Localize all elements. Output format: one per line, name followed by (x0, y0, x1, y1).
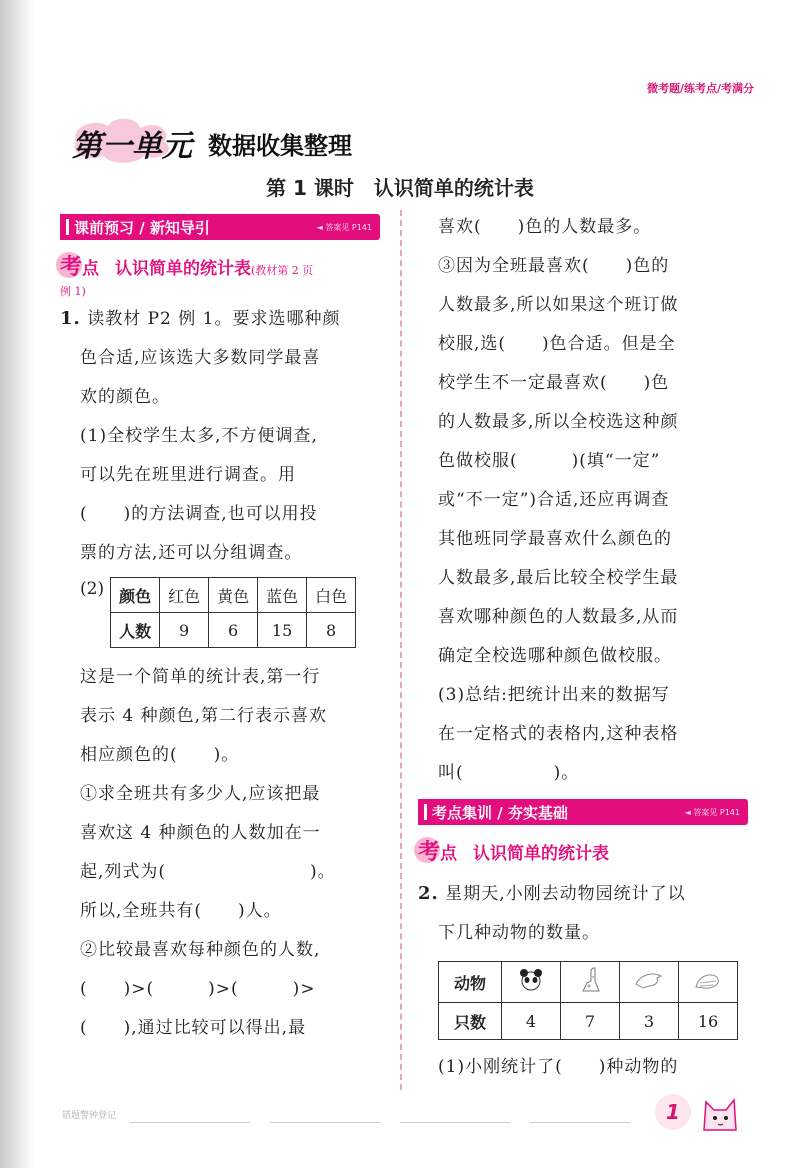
kaodian-heading (60, 250, 380, 281)
footer-line (130, 1122, 250, 1123)
text-line: 的人数最多,所以全校选这种颜 (438, 412, 679, 432)
unit-heading (68, 112, 368, 162)
table-row (111, 578, 356, 613)
section-bar-preview (60, 214, 380, 240)
header-slogan: 微考题/练考点/考满分 (646, 82, 754, 95)
table-row (439, 962, 738, 1003)
mascot-cat-icon (696, 1090, 744, 1134)
unit-title: 数据收集整理 (208, 132, 352, 160)
table-cell: 16 (679, 1003, 738, 1040)
animal-dolphin-icon (620, 962, 679, 1003)
animal-giraffe-icon (561, 962, 620, 1003)
text-line: ①求全班共有多少人,应该把最 (80, 784, 321, 804)
table-cell: 3 (620, 1003, 679, 1040)
text-line: 表示 4 种颜色,第二行表示喜欢 (80, 706, 328, 726)
text-line: ③因为全班最喜欢( )色的 (438, 256, 670, 276)
column-divider (400, 210, 402, 1090)
text-line: ( ),通过比较可以得出,最 (80, 1018, 307, 1038)
text-line: 或“不一定”)合适,还应再调查 (438, 490, 670, 510)
kaodian-badge: 考点 (418, 835, 473, 866)
text-line: 喜欢这 4 种颜色的人数加在一 (80, 823, 321, 843)
table-cell: 只数 (439, 1003, 502, 1040)
text-line: (3)总结:把统计出来的数据写 (438, 685, 670, 705)
text-line: 票的方法,还可以分组调查。 (80, 543, 303, 563)
left-column (60, 214, 380, 1048)
color-table-block (60, 577, 380, 648)
kaodian-text: 认识简单的统计表 (115, 259, 252, 279)
bar-tick-icon (424, 804, 427, 820)
text-line: 在一定格式的表格内,这种表格 (438, 724, 679, 744)
text-line: ( )>( )>( )> (80, 979, 316, 999)
table-cell: 颜色 (111, 578, 160, 613)
answer-ref: ◄ 答案见 P141 (684, 807, 740, 817)
part-2-label: (2) (80, 579, 105, 599)
table-cell: 红色 (160, 578, 209, 613)
unit-name: 第一单元 (72, 129, 192, 164)
kaodian-ref-cont: 例 1) (60, 285, 86, 298)
kaodian-ref: (教材第 2 页 (251, 264, 314, 277)
text-line: (1)全校学生太多,不方便调查, (80, 426, 318, 446)
bar-tick-icon (66, 219, 69, 235)
table-cell: 动物 (439, 962, 502, 1003)
right-column (418, 214, 748, 1087)
text-line: 相应颜色的( )。 (80, 745, 240, 765)
text-line: 确定全校选哪种颜色做校服。 (438, 646, 672, 666)
text-line: ②比较最喜欢每种颜色的人数, (80, 940, 321, 960)
table-cell: 7 (561, 1003, 620, 1040)
answer-ref: ◄ 答案见 P141 (316, 222, 372, 232)
lesson-title: 第 1 课时 认识简单的统计表 (266, 176, 534, 200)
footer-line (530, 1122, 630, 1123)
text-line: 这是一个简单的统计表,第一行 (80, 667, 321, 687)
kaodian-heading (418, 835, 748, 866)
text-line: 起,列式为( )。 (80, 862, 336, 882)
animal-stat-table (438, 961, 738, 1040)
footer-label: 错题警钟登记 (62, 1111, 117, 1121)
text-line: 喜欢( )色的人数最多。 (438, 217, 652, 237)
table-cell: 9 (160, 613, 209, 648)
footer-line (270, 1122, 380, 1123)
animal-panda-icon (502, 962, 561, 1003)
text-line: 可以先在班里进行调查。用 (80, 465, 296, 485)
kaodian-badge: 考点 (60, 250, 115, 281)
text-line: 校学生不一定最喜欢( )色 (438, 373, 670, 393)
text-line: 欢的颜色。 (80, 387, 170, 407)
color-stat-table (110, 577, 356, 648)
text-line: 叫( )。 (438, 763, 580, 783)
animal-fish-icon (679, 962, 738, 1003)
text-line: 色做校服( )(填“一定” (438, 451, 661, 471)
text-line: 其他班同学最喜欢什么颜色的 (438, 529, 672, 549)
text-line: 人数最多,所以如果这个班订做 (438, 295, 679, 315)
table-cell: 4 (502, 1003, 561, 1040)
text-line: 下几种动物的数量。 (438, 923, 600, 943)
table-cell: 黄色 (209, 578, 258, 613)
table-cell: 蓝色 (258, 578, 307, 613)
text-line: 校服,选( )色合适。但是全 (438, 334, 676, 354)
text-line: 所以,全班共有( )人。 (80, 901, 282, 921)
kaodian-text: 认识简单的统计表 (473, 844, 610, 864)
table-cell: 8 (307, 613, 356, 648)
section-bar-label: 考点集训 / 夯实基础 (432, 803, 568, 822)
section-bar-label: 课前预习 / 新知导引 (74, 218, 210, 237)
footer-line (400, 1122, 510, 1123)
table-cell: 白色 (307, 578, 356, 613)
table-row (111, 613, 356, 648)
text-line: 人数最多,最后比较全校学生最 (438, 568, 679, 588)
table-cell: 6 (209, 613, 258, 648)
text-line: 喜欢哪种颜色的人数最多,从而 (438, 607, 679, 627)
table-row (439, 1003, 738, 1040)
question-1: 1. 读教材 P2 例 1。要求选哪种颜 (60, 308, 341, 329)
section-bar-practice (418, 799, 748, 825)
table-cell: 15 (258, 613, 307, 648)
question-2: 2. 星期天,小刚去动物园统计了以 (418, 883, 686, 904)
text-line: ( )的方法调查,也可以用投 (80, 504, 318, 524)
page-number: 1 (655, 1094, 691, 1130)
text-line: 色合适,应该选大多数同学最喜 (80, 348, 321, 368)
table-cell: 人数 (111, 613, 160, 648)
text-line: (1)小刚统计了( )种动物的 (438, 1057, 679, 1077)
